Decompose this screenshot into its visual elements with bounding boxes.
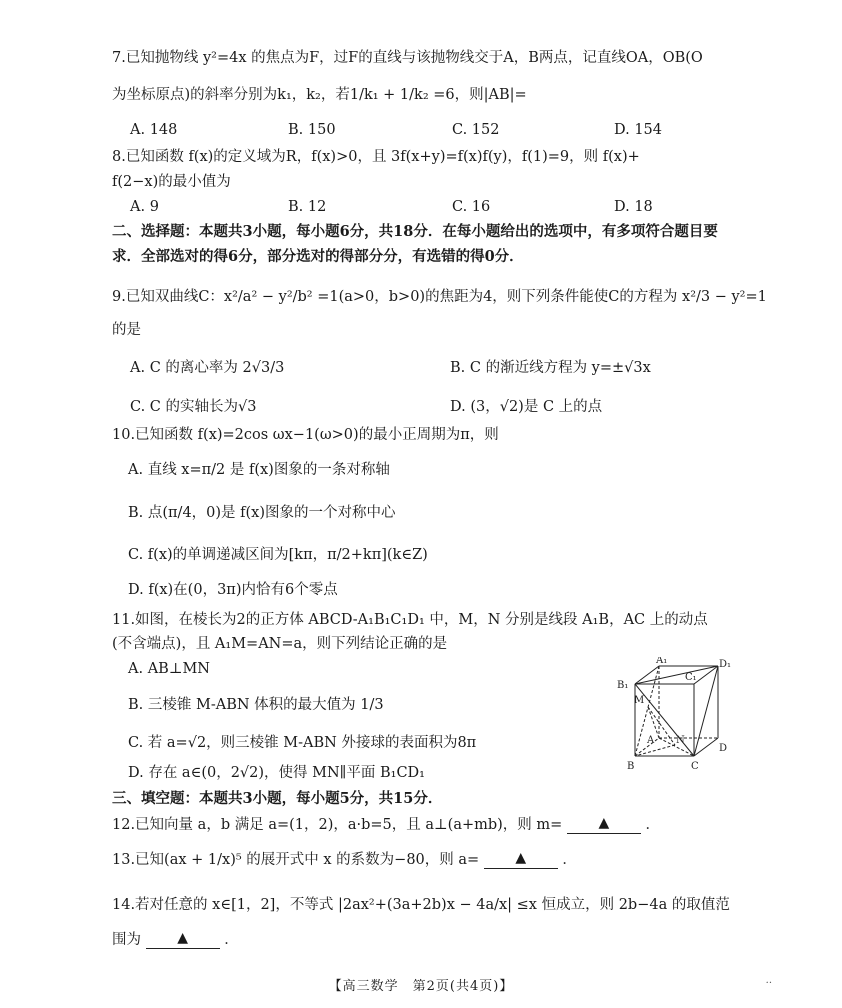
q8-option-a: A. 9 [130,199,159,215]
section3-heading: 三、填空题：本题共3小题，每小题5分，共15分． [112,790,443,807]
q9-option-c: C. C 的实轴长为√3 [130,399,257,415]
q7-stem-line2: 为坐标原点)的斜率分别为k₁，k₂，若1/k₁ + 1/k₂ =6，则|AB|= [112,87,527,103]
triangle-marker-icon: ▲ [177,930,188,946]
figure-label: C₁ [685,672,697,683]
figure-label: B₁ [617,680,629,691]
section2-heading-line2: 求．全部选对的得6分，部分选对的得部分分，有选错的得0分． [112,248,524,265]
q11-option-c: C. 若 a=√2，则三棱锥 M-ABN 外接球的表面积为8π [128,735,477,751]
cube-figure [615,657,735,775]
q14-answer-blank [146,928,220,949]
page-footer: 【高三数学 第2页(共4页)】 [328,979,514,994]
figure-label: A₁ [656,657,668,666]
figure-label: B [627,761,635,772]
q10-option-d: D. f(x)在(0，3π)内恰有6个零点 [128,582,338,598]
q9-stem-line2: 的是 [112,322,141,338]
q12-answer-blank [567,813,641,834]
q14-period: ． [224,932,239,948]
section2-heading-line1: 二、选择题：本题共3小题，每小题6分，共18分．在每小题给出的选项中，有多项符合题目要 [112,223,718,240]
q13-answer-blank [484,848,558,869]
q12-text: 12.已知向量 a，b 满足 a=(1，2)，a·b=5，且 a⊥(a+mb)，则 m= [112,817,563,833]
q12-stem [112,815,660,836]
q13-text: 13.已知(ax + 1/x)⁵ 的展开式中 x 的系数为−80，则 a= [112,852,480,868]
q13-period: ． [562,852,577,868]
triangle-marker-icon: ▲ [598,815,610,831]
q11-option-b: B. 三棱锥 M-ABN 体积的最大值为 1/3 [128,697,384,713]
q9-option-b: B. C 的渐近线方程为 y=±√3x [450,360,651,376]
q11-option-d: D. 存在 a∈(0，2√2)，使得 MN∥平面 B₁CD₁ [128,765,425,781]
q7-option-b: B. 150 [288,122,336,138]
q9-option-a: A. C 的离心率为 2√3/3 [130,360,285,376]
q8-option-d: D. 18 [614,199,653,215]
q10-option-b: B. 点(π/4，0)是 f(x)图象的一个对称中心 [128,505,396,521]
q14-stem-line1: 14.若对任意的 x∈[1，2]，不等式 |2ax²+(3a+2b)x − 4a/x| ≤x 恒成立，则 2b−4a 的取值范 [112,897,730,913]
q11-stem-line1: 11.如图，在棱长为2的正方体 ABCD-A₁B₁C₁D₁ 中，M，N 分别是线段 A₁B，AC 上的动点 [112,612,708,628]
q10-stem: 10.已知函数 f(x)=2cos ωx−1(ω>0)的最小正周期为π，则 [112,427,499,443]
q11-option-a: A. AB⊥MN [128,661,210,677]
corner-mark: ·· [765,978,772,989]
figure-label: N [676,735,685,746]
figure-label: D₁ [719,659,732,670]
q14-stem-line2 [112,930,239,951]
q8-option-c: C. 16 [452,199,491,215]
q7-stem-line1: 7.已知抛物线 y²=4x 的焦点为F，过F的直线与该抛物线交于A，B两点，记直线OA，OB(O [112,50,703,66]
q8-stem-line1: 8.已知函数 f(x)的定义域为R，f(x)>0，且 3f(x+y)=f(x)f(y)，f(1)=9，则 f(x)+ [112,149,640,165]
figure-label: M [634,695,645,706]
figure-label: D [719,743,728,754]
q7-option-d: D. 154 [614,122,663,138]
q11-stem-line2: (不含端点)，且 A₁M=AN=a，则下列结论正确的是 [112,636,448,652]
q7-option-a: A. 148 [130,122,178,138]
q9-stem-line1: 9.已知双曲线C：x²/a² − y²/b² =1(a>0，b>0)的焦距为4，则下列条件能使C的方程为 x²/3 − y²=1 [112,289,767,305]
q13-stem [112,850,577,871]
q8-stem-line2: f(2−x)的最小值为 [112,174,231,190]
q14-text: 围为 [112,932,141,948]
figure-label: A [647,735,655,746]
triangle-marker-icon: ▲ [515,850,527,866]
q10-option-c: C. f(x)的单调递减区间为[kπ，π/2+kπ](k∈Z) [128,547,428,563]
q10-option-a: A. 直线 x=π/2 是 f(x)图象的一条对称轴 [128,462,390,478]
q9-option-d: D. (3，√2)是 C 上的点 [450,399,603,415]
q12-period: ． [645,817,661,833]
q8-option-b: B. 12 [288,199,327,215]
figure-label: C [691,761,699,772]
q7-option-c: C. 152 [452,122,500,138]
